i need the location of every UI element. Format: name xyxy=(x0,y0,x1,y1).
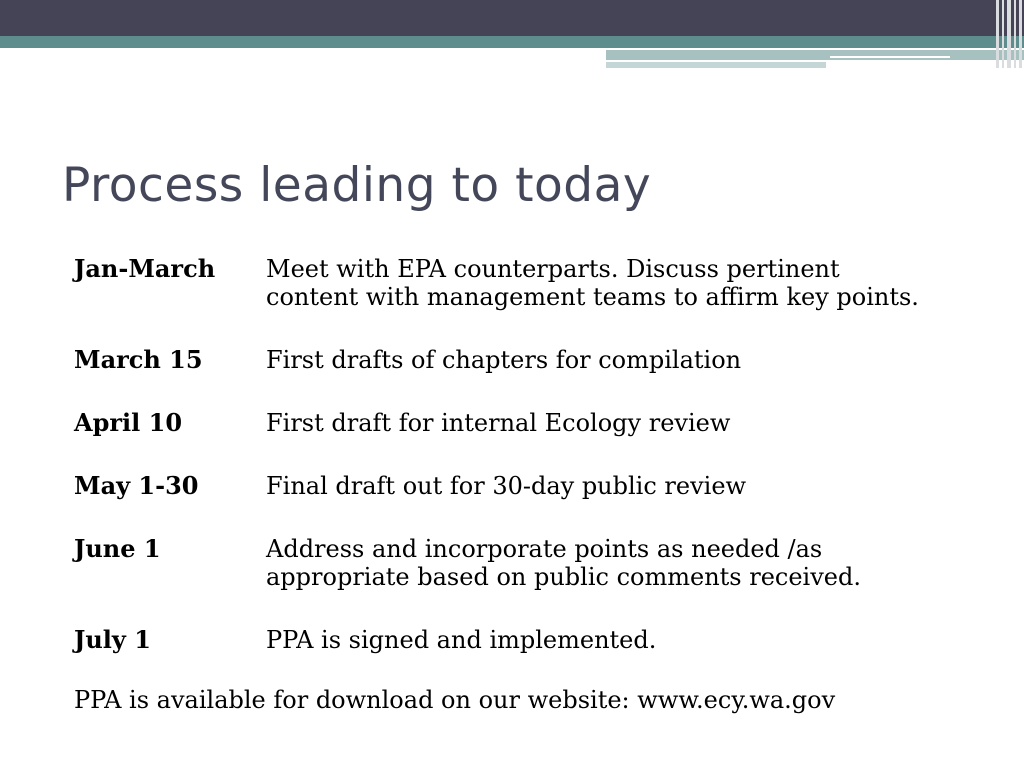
schedule-date: March 15 xyxy=(74,345,203,374)
schedule-description-line: Final draft out for 30-day public review xyxy=(266,472,747,500)
header-band-light-secondary xyxy=(606,62,826,68)
schedule-row xyxy=(74,409,974,437)
schedule-row xyxy=(74,535,974,591)
schedule-list xyxy=(74,255,974,654)
schedule-date: Jan-March xyxy=(74,254,216,283)
schedule-description-line: appropriate based on public comments received. xyxy=(266,563,861,591)
header-band-light xyxy=(606,50,1024,60)
schedule-row xyxy=(74,346,974,374)
schedule-date: May 1-30 xyxy=(74,471,199,500)
schedule-description-line: First draft for internal Ecology review xyxy=(266,409,731,437)
header-band-dark xyxy=(0,0,1024,36)
schedule-description xyxy=(266,409,974,437)
schedule-description xyxy=(266,346,974,374)
schedule-row xyxy=(74,472,974,500)
slide-title: Process leading to today xyxy=(62,158,652,213)
header-band-thin-line xyxy=(830,56,950,58)
schedule-description-line: Meet with EPA counterparts. Discuss pertinent xyxy=(266,255,840,283)
schedule-date: June 1 xyxy=(74,534,161,563)
header-side-stripes xyxy=(994,0,1024,68)
schedule-row xyxy=(74,255,974,311)
schedule-date: July 1 xyxy=(74,625,151,654)
header-band-teal xyxy=(0,36,1024,48)
schedule-description-line: content with management teams to affirm key points. xyxy=(266,283,919,311)
schedule-description xyxy=(266,255,974,311)
schedule-row xyxy=(74,626,974,654)
schedule-description xyxy=(266,535,974,591)
schedule-description-line: PPA is signed and implemented. xyxy=(266,626,657,654)
website-note: PPA is available for download on our website: www.ecy.wa.gov xyxy=(74,686,836,714)
schedule-description xyxy=(266,472,974,500)
schedule-description xyxy=(266,626,974,654)
schedule-description-line: Address and incorporate points as needed /as xyxy=(266,535,823,563)
schedule-date: April 10 xyxy=(74,408,183,437)
schedule-description-line: First drafts of chapters for compilation xyxy=(266,346,742,374)
